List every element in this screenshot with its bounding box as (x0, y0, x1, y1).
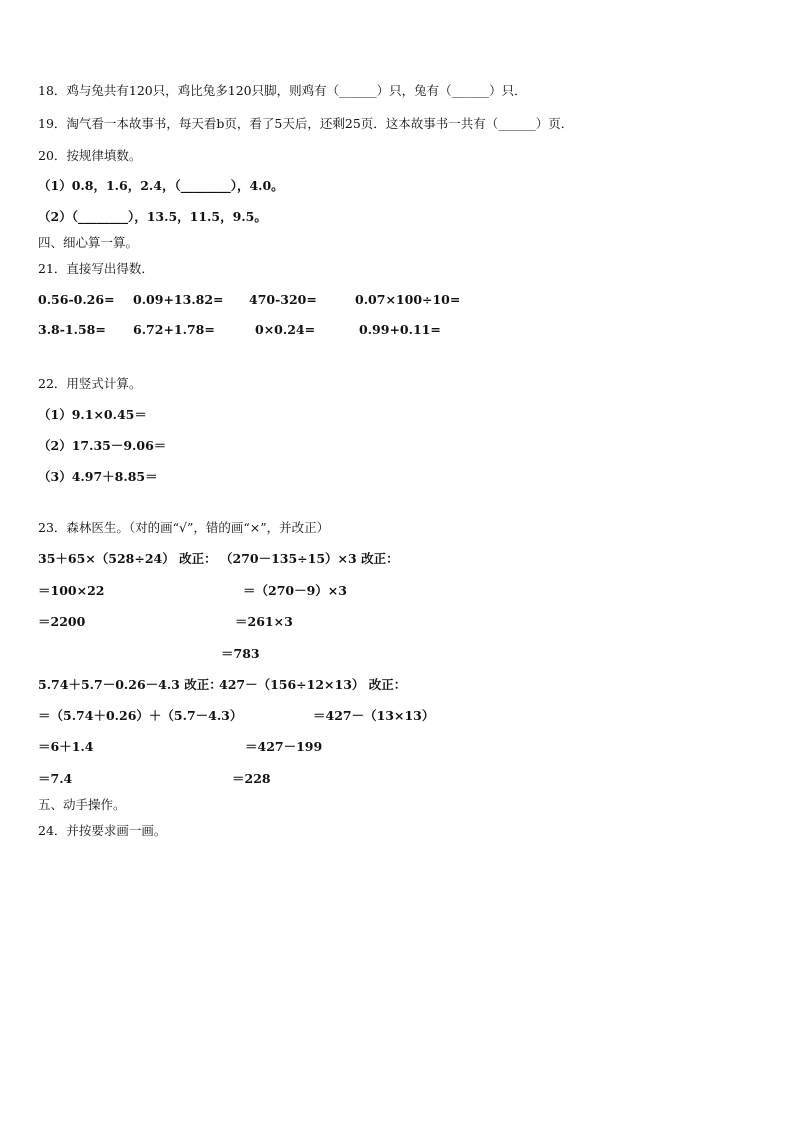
q23b-right-line-1: 427－（156÷12×13） 改正： (219, 677, 407, 692)
q21-item-4: 0.07×100÷10= (355, 292, 461, 307)
question-18: 18．鸡与兔共有120只，鸡比兔多120只脚，则鸡有（______）只，兔有（______）只． (38, 83, 527, 98)
question-22-part-1: （1）9.1×0.45＝ (38, 407, 147, 422)
q21-item-5: 3.8-1.58= (38, 322, 106, 337)
q23b-left-line-2: ＝（5.74＋0.26）＋（5.7－4.3） (38, 708, 243, 723)
question-20: 20．按规律填数。 (38, 148, 142, 163)
q23b-right-line-2: ＝427－（13×13） (313, 708, 435, 723)
q23b-right-line-3: ＝427－199 (245, 739, 323, 754)
question-20-part-2: （2）（________），13.5，11.5，9.5。 (38, 209, 267, 224)
question-21: 21．直接写出得数． (38, 261, 154, 276)
q23a-right-line-1: （270－135÷15）×3 改正： (220, 551, 399, 566)
q21-item-7: 0×0.24= (255, 322, 316, 337)
question-22-part-2: （2）17.35－9.06＝ (38, 438, 167, 453)
section-4-heading: 四、细心算一算。 (38, 235, 139, 250)
q23a-right-line-3: ＝261×3 (235, 614, 293, 629)
q23b-left-line-4: ＝7.4 (38, 771, 73, 786)
question-19: 19．淘气看一本故事书，每天看b页，看了5天后，还剩25页．这本故事书一共有（______）页． (38, 116, 574, 131)
q23a-left-line-2: ＝100×22 (38, 583, 105, 598)
q23a-right-line-4: ＝783 (221, 646, 260, 661)
q23a-right-line-2: ＝（270－9）×3 (243, 583, 347, 598)
question-20-part-1: （1）0.8，1.6，2.4，（________），4.0。 (38, 178, 284, 193)
section-5-heading: 五、动手操作。 (38, 797, 126, 812)
q21-item-1: 0.56-0.26= (38, 292, 115, 307)
q21-item-6: 6.72+1.78= (133, 322, 215, 337)
question-24: 24．并按要求画一画。 (38, 823, 167, 838)
q23a-left-line-3: ＝2200 (38, 614, 86, 629)
question-22-part-3: （3）4.97＋8.85＝ (38, 469, 158, 484)
question-22: 22．用竖式计算。 (38, 376, 142, 391)
question-23: 23．森林医生。（对的画“√”，错的画“×”，并改正） (38, 520, 330, 535)
q21-item-8: 0.99+0.11= (359, 322, 441, 337)
q23b-left-line-3: ＝6＋1.4 (38, 739, 94, 754)
q21-item-3: 470-320= (249, 292, 317, 307)
q23b-left-line-1: 5.74＋5.7－0.26－4.3 改正： (38, 677, 222, 692)
q23a-left-line-1: 35＋65×（528÷24） 改正： (38, 551, 217, 566)
q21-item-2: 0.09+13.82= (133, 292, 224, 307)
q23b-right-line-4: ＝228 (232, 771, 271, 786)
